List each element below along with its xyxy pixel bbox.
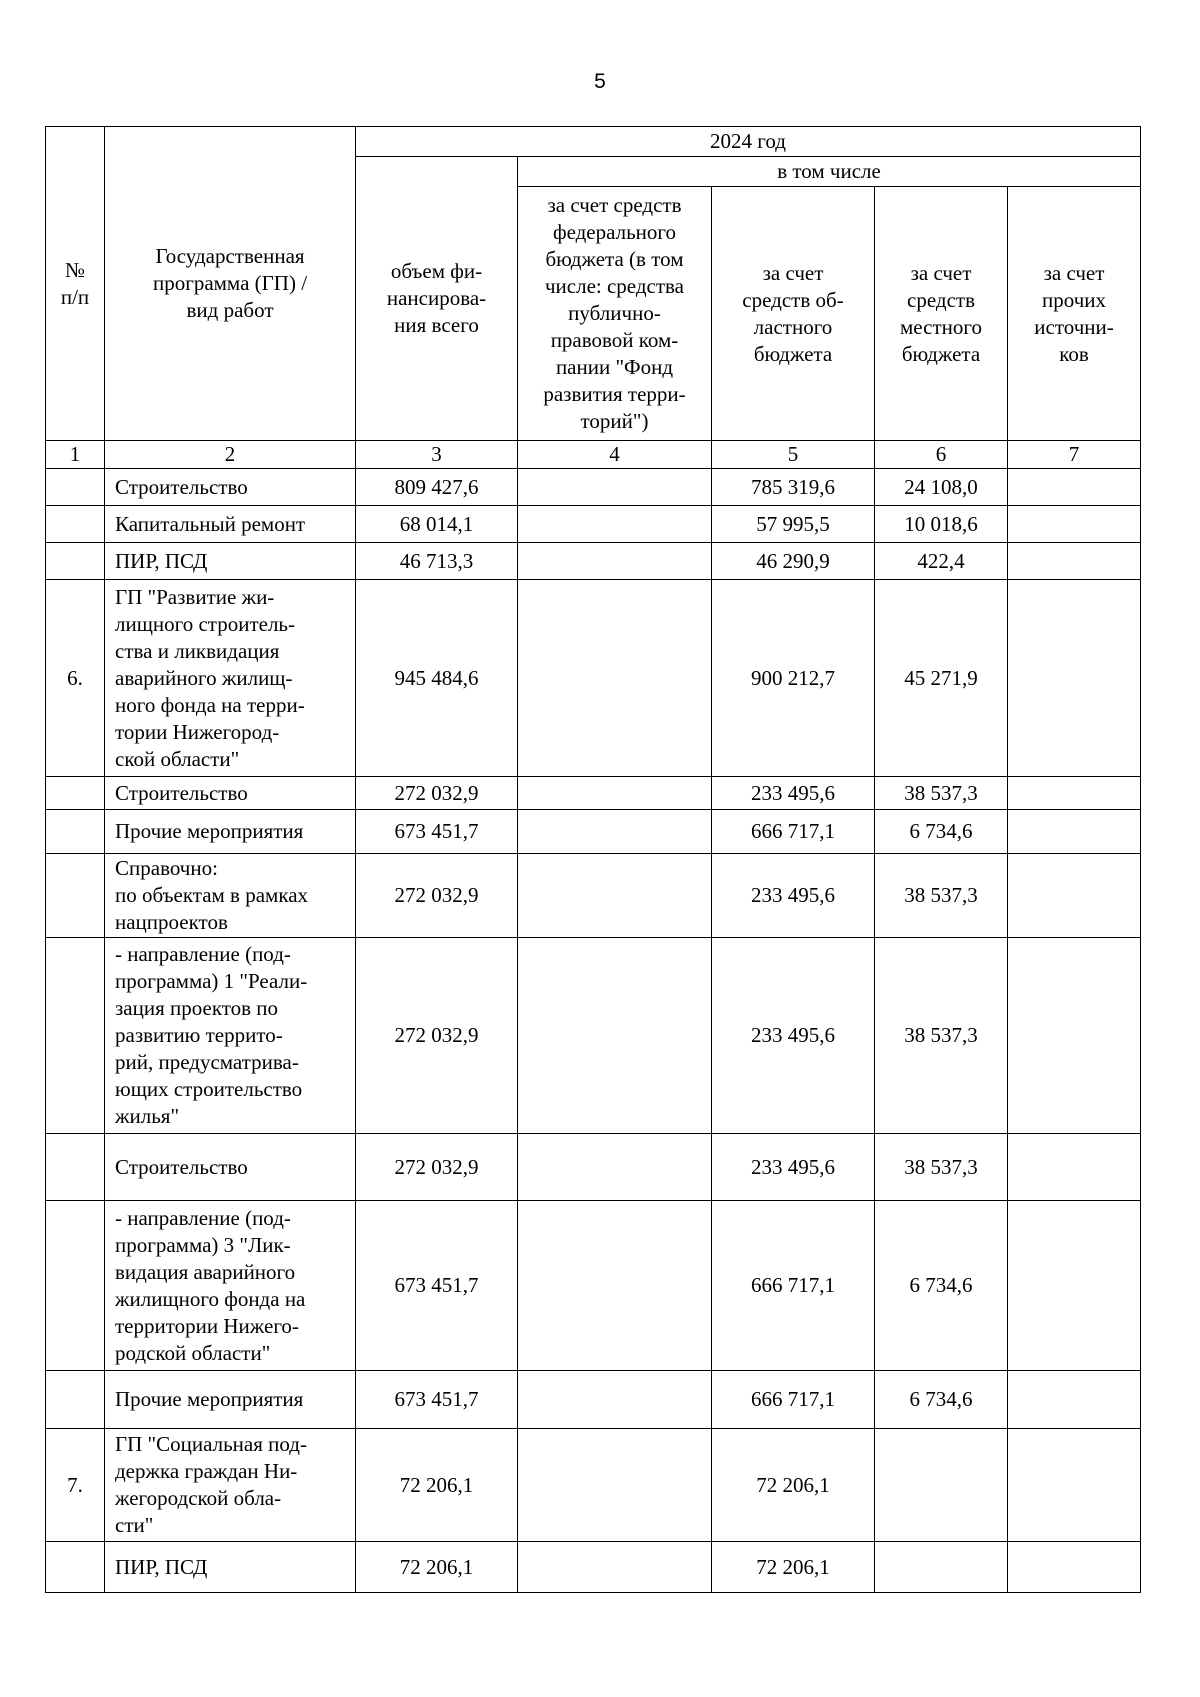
cell-federal <box>518 1134 712 1201</box>
row-number <box>46 938 105 1134</box>
row-number: 7. <box>46 1429 105 1542</box>
cell-local: 38 537,3 <box>875 938 1008 1134</box>
row-name: ПИР, ПСД <box>105 543 356 580</box>
cell-regional: 666 717,1 <box>712 1201 875 1371</box>
row-name: - направление (под- программа) 1 "Реали- зация проектов по развитию террито- рий, предусматрива- ющих строительство жилья" <box>105 938 356 1134</box>
cell-local: 38 537,3 <box>875 777 1008 810</box>
row-number <box>46 1542 105 1593</box>
table-header <box>46 127 1141 469</box>
cell-federal <box>518 810 712 854</box>
cell-local: 24 108,0 <box>875 469 1008 506</box>
cell-local <box>875 1429 1008 1542</box>
table-row <box>46 1542 1141 1593</box>
column-number: 2 <box>105 441 356 469</box>
cell-total: 72 206,1 <box>356 1542 518 1593</box>
cell-other <box>1008 543 1141 580</box>
table-row <box>46 1371 1141 1429</box>
row-name: ПИР, ПСД <box>105 1542 356 1593</box>
row-number: 6. <box>46 580 105 777</box>
cell-federal <box>518 1371 712 1429</box>
cell-local: 6 734,6 <box>875 1201 1008 1371</box>
table-row <box>46 469 1141 506</box>
row-name: Строительство <box>105 1134 356 1201</box>
header-year: 2024 год <box>356 127 1141 157</box>
table-row <box>46 810 1141 854</box>
column-number: 3 <box>356 441 518 469</box>
cell-regional: 57 995,5 <box>712 506 875 543</box>
cell-other <box>1008 469 1141 506</box>
budget-table <box>45 126 1141 1593</box>
row-number <box>46 469 105 506</box>
cell-federal <box>518 1542 712 1593</box>
cell-other <box>1008 938 1141 1134</box>
row-number <box>46 777 105 810</box>
cell-regional: 233 495,6 <box>712 777 875 810</box>
column-numbers-row <box>46 441 1141 469</box>
table-row <box>46 777 1141 810</box>
column-number: 4 <box>518 441 712 469</box>
row-number <box>46 854 105 938</box>
row-number <box>46 810 105 854</box>
cell-local: 10 018,6 <box>875 506 1008 543</box>
cell-local: 6 734,6 <box>875 810 1008 854</box>
cell-local: 6 734,6 <box>875 1371 1008 1429</box>
cell-total: 72 206,1 <box>356 1429 518 1542</box>
cell-local: 38 537,3 <box>875 1134 1008 1201</box>
table-row <box>46 580 1141 777</box>
header-including: в том числе <box>518 157 1141 187</box>
table-row <box>46 506 1141 543</box>
column-number: 7 <box>1008 441 1141 469</box>
cell-other <box>1008 1201 1141 1371</box>
header-federal-budget: за счет средств федерального бюджета (в том числе: средства публично- правовой ком- пании "Фонд развития терри- торий") <box>518 187 712 441</box>
row-name: Прочие мероприятия <box>105 1371 356 1429</box>
row-name: Строительство <box>105 469 356 506</box>
column-number: 1 <box>46 441 105 469</box>
cell-regional: 72 206,1 <box>712 1542 875 1593</box>
cell-regional: 785 319,6 <box>712 469 875 506</box>
cell-local: 422,4 <box>875 543 1008 580</box>
cell-total: 272 032,9 <box>356 938 518 1134</box>
cell-local: 45 271,9 <box>875 580 1008 777</box>
row-name: - направление (под- программа) 3 "Лик- видация аварийного жилищного фонда на территории Нижего- родской области" <box>105 1201 356 1371</box>
cell-other <box>1008 777 1141 810</box>
row-name: Капитальный ремонт <box>105 506 356 543</box>
table-row <box>46 1429 1141 1542</box>
table-row <box>46 854 1141 938</box>
cell-total: 272 032,9 <box>356 777 518 810</box>
header-local-budget: за счет средств местного бюджета <box>875 187 1008 441</box>
cell-federal <box>518 580 712 777</box>
cell-regional: 233 495,6 <box>712 938 875 1134</box>
table-row <box>46 938 1141 1134</box>
cell-other <box>1008 580 1141 777</box>
cell-regional: 233 495,6 <box>712 1134 875 1201</box>
cell-total: 68 014,1 <box>356 506 518 543</box>
cell-local: 38 537,3 <box>875 854 1008 938</box>
row-name: Прочие мероприятия <box>105 810 356 854</box>
cell-federal <box>518 543 712 580</box>
cell-regional: 900 212,7 <box>712 580 875 777</box>
cell-regional: 46 290,9 <box>712 543 875 580</box>
cell-federal <box>518 777 712 810</box>
cell-total: 673 451,7 <box>356 810 518 854</box>
cell-federal <box>518 1201 712 1371</box>
header-row-number: № п/п <box>46 127 105 441</box>
header-regional-budget: за счет средств об- ластного бюджета <box>712 187 875 441</box>
page-number: 5 <box>594 70 606 93</box>
cell-federal <box>518 1429 712 1542</box>
cell-other <box>1008 1134 1141 1201</box>
cell-local <box>875 1542 1008 1593</box>
cell-other <box>1008 1429 1141 1542</box>
header-total-financing: объем фи- нансирова- ния всего <box>356 157 518 441</box>
cell-regional: 666 717,1 <box>712 810 875 854</box>
row-number <box>46 1371 105 1429</box>
cell-other <box>1008 506 1141 543</box>
cell-other <box>1008 1371 1141 1429</box>
row-number <box>46 1201 105 1371</box>
row-name: Справочно: по объектам в рамках нацпроектов <box>105 854 356 938</box>
cell-regional: 72 206,1 <box>712 1429 875 1542</box>
cell-total: 673 451,7 <box>356 1201 518 1371</box>
cell-federal <box>518 854 712 938</box>
cell-total: 46 713,3 <box>356 543 518 580</box>
cell-regional: 666 717,1 <box>712 1371 875 1429</box>
header-other-sources: за счет прочих источни- ков <box>1008 187 1141 441</box>
cell-total: 809 427,6 <box>356 469 518 506</box>
cell-federal <box>518 469 712 506</box>
column-number: 5 <box>712 441 875 469</box>
cell-total: 673 451,7 <box>356 1371 518 1429</box>
cell-federal <box>518 506 712 543</box>
table-row <box>46 1134 1141 1201</box>
cell-other <box>1008 854 1141 938</box>
table-row <box>46 1201 1141 1371</box>
cell-total: 945 484,6 <box>356 580 518 777</box>
cell-regional: 233 495,6 <box>712 854 875 938</box>
header-program: Государственная программа (ГП) / вид работ <box>105 127 356 441</box>
cell-total: 272 032,9 <box>356 1134 518 1201</box>
table-row <box>46 543 1141 580</box>
cell-other <box>1008 810 1141 854</box>
column-number: 6 <box>875 441 1008 469</box>
row-number <box>46 543 105 580</box>
row-number <box>46 506 105 543</box>
row-name: ГП "Развитие жи- лищного строитель- ства и ликвидация аварийного жилищ- ного фонда на терри- тории Нижегород- ской области" <box>105 580 356 777</box>
row-number <box>46 1134 105 1201</box>
row-name: ГП "Социальная под- держка граждан Ни- жегородской обла- сти" <box>105 1429 356 1542</box>
row-name: Строительство <box>105 777 356 810</box>
cell-total: 272 032,9 <box>356 854 518 938</box>
cell-federal <box>518 938 712 1134</box>
cell-other <box>1008 1542 1141 1593</box>
